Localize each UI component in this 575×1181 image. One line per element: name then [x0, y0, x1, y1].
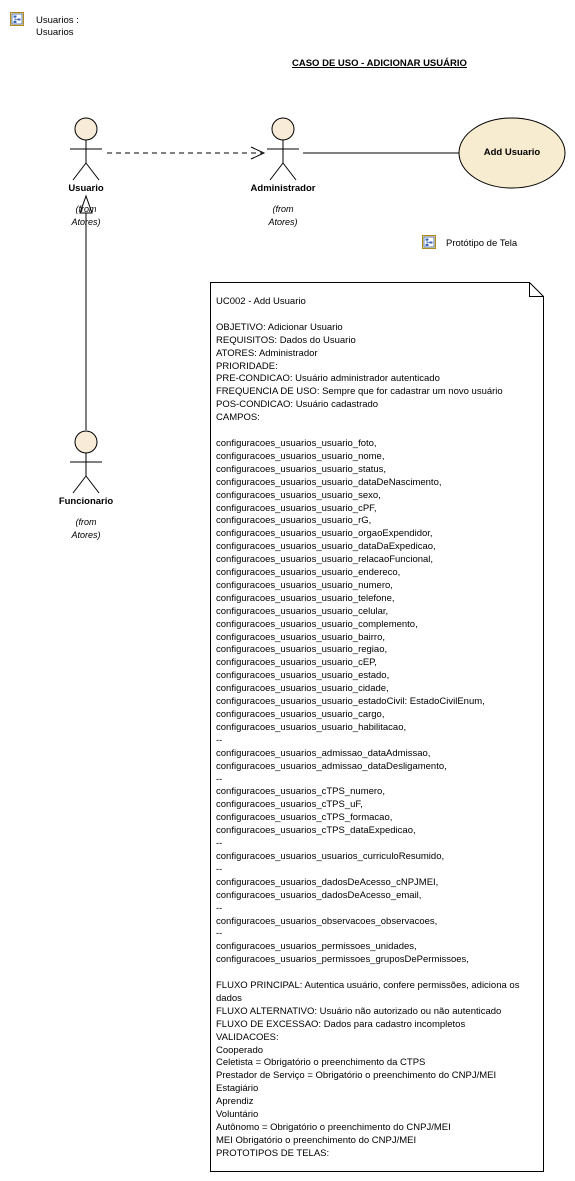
diagram-title: CASO DE USO - ADICIONAR USUÁRIO — [292, 58, 467, 69]
actor-funcionario-name: Funcionario — [58, 496, 114, 507]
actor-funcionario-figure[interactable] — [70, 431, 102, 493]
note-text: UC002 - Add Usuario OBJETIVO: Adicionar Usuario REQUISITOS: Dados do Usuario ATORES: Administrador PRIORIDADE: PRE-CONDICAO: Usuário administrador autenticado FREQUENCIA DE USO: Sempre que for cadastrar um novo usuário POS-CONDICAO: Usuário cadastrado CAMPOS: configuracoes_usuarios_usuario_foto, configuracoes_usuarios_usuario_nome, configuracoes_usuarios_usuario_status, configuracoes_usuarios_usuario_dataDeNascimento, configuracoes_usuarios_usuario_sexo, configuracoes_usuarios_usuario_cPF, configuracoes_usuarios_usuario_rG, configuracoes_usuarios_usuario_orgaoExpendidor, configuracoes_usuarios_usuario_dataDaExpedicao, configuracoes_usuarios_usuario_relacaoFuncional, configuracoes_usuarios_usuario_endereco, configuracoes_usuarios_usuario_numero, configuracoes_usuarios_usuario_telefone, configuracoes_usuarios_usuario_celular, configuracoes_usuarios_usuario_complemento, configuracoes_usuarios_usuario_bairro, configuracoes_usuarios_usuario_regiao, configuracoes_usuarios_usuario_cEP, configuracoes_usuarios_usuario_estado, configuracoes_usuarios_usuario_cidade, configuracoes_usuarios_usuario_estadoCivil: EstadoCivilEnum, configuracoes_usuarios_usuario_cargo, configuracoes_usuarios_usuario_habilitacao, -- configuracoes_usuarios_admissao_dataAdmissao, configuracoes_usuarios_admissao_dataDesligamento, -- configuracoes_usuarios_cTPS_numero, configuracoes_usuarios_cTPS_uF, configuracoes_usuarios_cTPS_formacao, configuracoes_usuarios_cTPS_dataExpedicao, -- configuracoes_usuarios_usuarios_curriculoResumido, -- configuracoes_usuarios_dadosDeAcesso_cNPJMEI, configuracoes_usuarios_dadosDeAcesso_email, -- configuracoes_usuarios_observacoes_observacoes, -- configuracoes_usuarios_permissoes_unidades, configuracoes_usuarios_permissoes_gruposDePermissoes, FLUXO PRINCIPAL: Autentica usuário, confere permissões, adiciona os dados FLUXO ALTERNATIVO: Usuário não autorizado ou não autenticado FLUXO DE EXCESSAO: Dados para cadastro incompletos VALIDACOES: Cooperado Celetista = Obrigatório o preenchimento da CTPS Prestador de Serviço = Obrigatório o preenchimento do CNPJ/MEI Estagiário Aprendiz Voluntário Autônomo = Obrigatório o preenchimento do CNPJ/MEI MEI Obrigatório o preenchimento do CNPJ/MEI PROTOTIPOS DE TELAS: — [216, 296, 520, 1159]
actor-usuario-from: (from Atores) — [71, 204, 101, 227]
actor-funcionario-from: (from Atores) — [71, 517, 101, 540]
actor-usuario-name: Usuario — [68, 183, 104, 194]
package-name: Usuarios : Usuarios — [36, 15, 79, 38]
actor-usuario-figure[interactable] — [70, 118, 102, 180]
actor-administrador-from: (from Atores) — [268, 204, 298, 227]
note-content — [216, 296, 539, 1161]
diagram-icon[interactable] — [422, 235, 436, 249]
prototype-link-label[interactable]: Protótipo de Tela — [446, 238, 518, 249]
actor-administrador-name: Administrador — [250, 183, 316, 194]
actor-administrador-figure[interactable] — [267, 118, 299, 180]
use-case-label: Add Usuario — [483, 147, 541, 158]
